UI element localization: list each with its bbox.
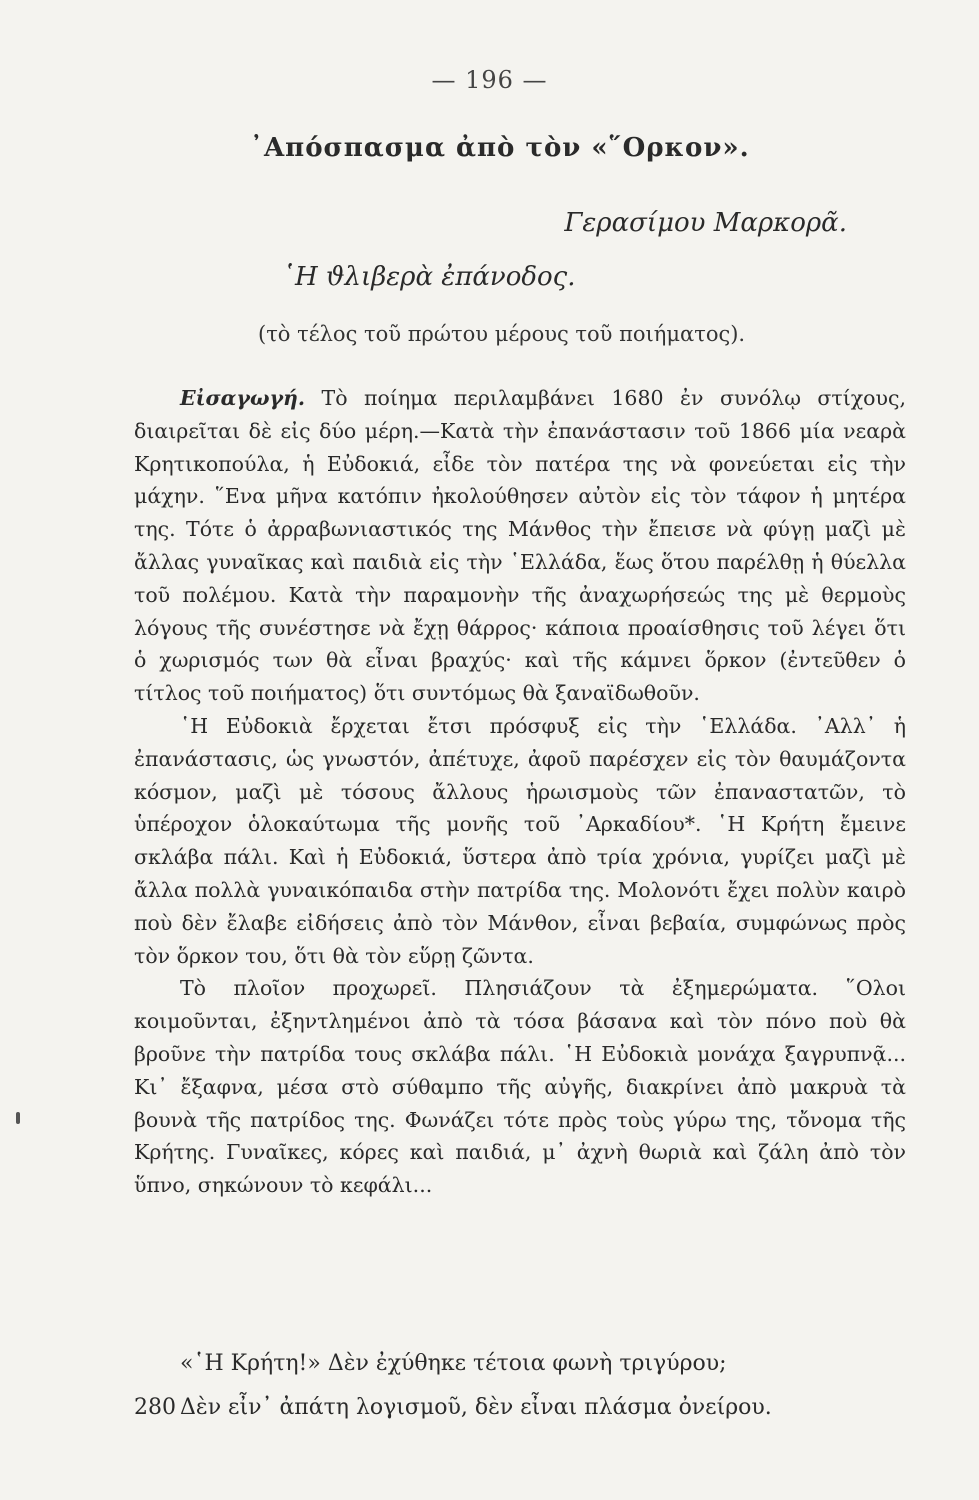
- page-number-text: 196: [465, 66, 514, 94]
- intro-lead: Εἰσαγωγή.: [180, 386, 306, 410]
- poem-subtitle: ῾Η ϑλιβερὰ ἐπάνοδος.: [282, 262, 576, 292]
- paragraph-3: Τὸ πλοῖον προχωρεῖ. Πλησιάζουν τὰ ἐξημερώματα. ῞Ολοι κοιμοῦνται, ἐξηντλημένοι ἀπὸ τὰ τόσα βάσανα καὶ τὸν πόνο ποὺ θὰ βροῦνε τὴν πατρίδα τους σκλάβα πάλι. ῾Η Εὐδοκιὰ μονάχα ξαγρυπνᾷ... Κι᾿ ἔξαφνα, μέσα στὸ σύθαμπο τῆς αὐγῆς, διακρίνει ἀπὸ μακρυὰ τὰ βουνὰ τῆς πατρίδος της. Φωνάζει τότε πρὸς τοὺς γύρω της, τὄνομα τῆς Κρήτης. Γυναῖκες, κόρες καὶ παιδιά, μ᾿ ἀχνὴ θωριὰ καὶ ζάλη ἀπὸ τὸν ὕπνο, σηκώνουν τὸ κεφάλι...: [134, 976, 906, 1198]
- subtitle-note: (τὸ τέλος τοῦ πρώτου μέρους τοῦ ποιήματος).: [258, 322, 746, 346]
- verse-line-number: 280: [134, 1395, 176, 1420]
- verse-line-2-text: Δὲν εἶν᾿ ἀπάτη λογισμοῦ, δὲν εἶναι πλάσμα ὀνείρου.: [180, 1395, 772, 1420]
- page-number: [0, 66, 979, 94]
- section-heading: ᾿Απόσπασμα ἀπὸ τὸν «῞Ορκον».: [250, 133, 750, 163]
- intro-paragraph: [134, 382, 906, 710]
- verse-line-1: «῾Η Κρήτη!» Δὲν ἐχύθηκε τέτοια φωνὴ τριγύρου;: [180, 1351, 727, 1376]
- verse-line-2: [134, 1386, 906, 1430]
- page-number-dash-right: —: [522, 66, 548, 94]
- body-text: [134, 382, 906, 1202]
- margin-mark: [16, 1112, 20, 1124]
- intro-text: Τὸ ποίημα περιλαμβάνει 1680 ἐν συνόλῳ στίχους, διαιρεῖται δὲ εἰς δύο μέρη.—Κατὰ τὴν ἐπανάστασιν τοῦ 1866 μία νεαρὰ Κρητικοπούλα, ἡ Εὐδοκιά, εἶδε τὸν πατέρα της νὰ φονεύεται εἰς τὴν μάχην. ῞Ενα μῆνα κατόπιν ἠκολούθησεν αὐτὸν εἰς τὸν τάφον ἡ μητέρα της. Τότε ὁ ἀρραβωνιαστικός της Μάνθος τὴν ἔπεισε νὰ φύγῃ μαζὶ μὲ ἄλλας γυναῖκας καὶ παιδιὰ εἰς τὴν ῾Ελλάδα, ἕως ὅτου παρέλθῃ ἡ θύελλα τοῦ πολέμου. Κατὰ τὴν παραμονὴν τῆς ἀναχωρήσεώς της μὲ θερμοὺς λόγους τῆς συνέστησε νὰ ἔχῃ θάρρος· κάποια προαίσθησις τοῦ λέγει ὅτι ὁ χωρισμός των θὰ εἶναι βραχύς· καὶ τῆς κάμνει ὅρκον (ἐντεῦθεν ὁ τίτλος τοῦ ποιήματος) ὅτι συντόμως θὰ ξαναϊδωθοῦν.: [134, 386, 906, 706]
- page-number-dash-left: —: [431, 66, 457, 94]
- paragraph-2: ῾Η Εὐδοκιὰ ἔρχεται ἔτσι πρόσφυξ εἰς τὴν ῾Ελλάδα. ᾿Αλλ᾿ ἡ ἐπανάστασις, ὡς γνωστόν, ἀπέτυχε, ἀφοῦ παρέσχεν εἰς τὸν θαυμάζοντα κόσμον, μαζὶ μὲ τόσους ἄλλους ἡρωισμοὺς τῶν ἐπαναστατῶν, τὸ ὑπέροχον ὁλοκαύτωμα τῆς μονῆς τοῦ ᾿Αρκαδίου*. ῾Η Κρήτη ἔμεινε σκλάβα πάλι. Καὶ ἡ Εὐδοκιά, ὕστερα ἀπὸ τρία χρόνια, γυρίζει μαζὶ μὲ ἄλλα πολλὰ γυναικόπαιδα στὴν πατρίδα της. Μολονότι ἔχει πολὺν καιρὸ ποὺ δὲν ἔλαβε εἰδήσεις ἀπὸ τὸν Μάνθον, εἶναι βεβαία, συμφώνως πρὸς τὸν ὅρκον του, ὅτι θὰ τὸν εὕρῃ ζῶντα.: [134, 713, 906, 968]
- author-name: Γερασίμου Μαρκορᾶ.: [564, 208, 847, 238]
- verse-block: [134, 1342, 906, 1430]
